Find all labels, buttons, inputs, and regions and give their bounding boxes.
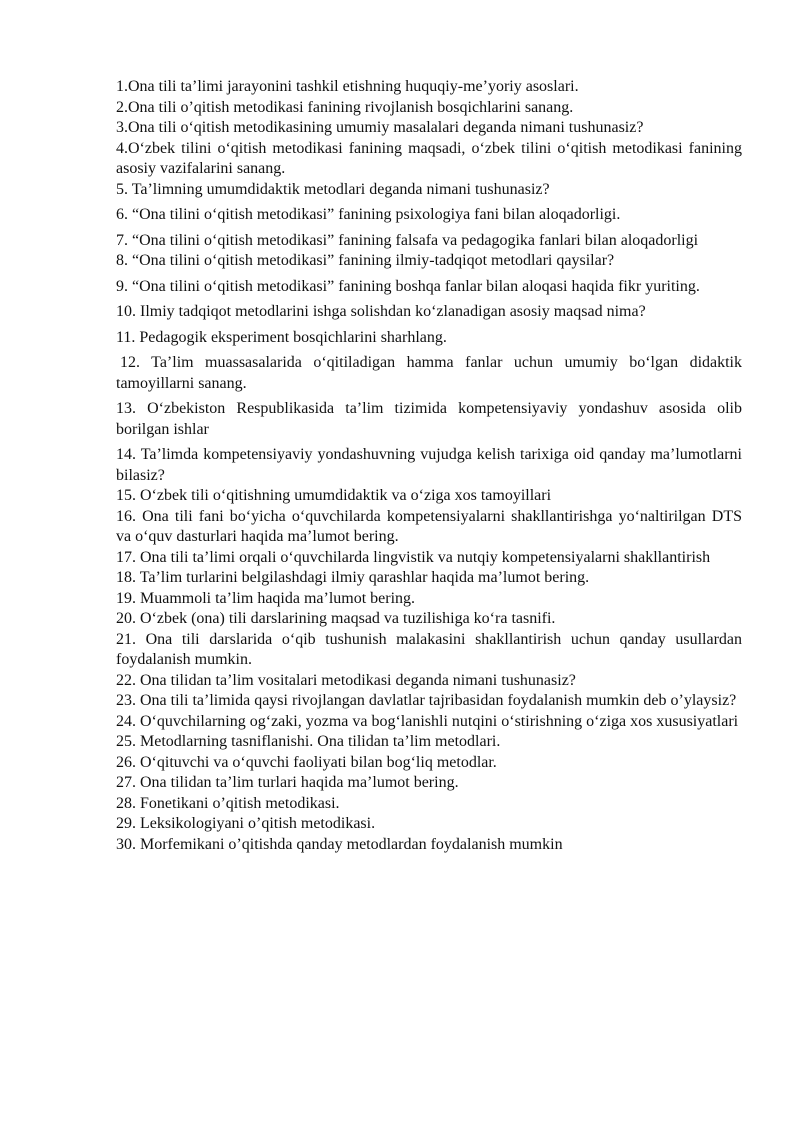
question-item: 28. Fonetikani o’qitish metodikasi. — [116, 794, 340, 812]
question-item: 7. “Ona tilini o‘qitish metodikasi” fanining falsafa va pedagogika fanlari bilan aloqadorligi — [116, 231, 699, 249]
question-item: 20. O‘zbek (ona) tili darslarining maqsad va tuzilishiga ko‘ra tasnifi. — [116, 610, 556, 627]
question-item: 3.Ona tili o‘qitish metodikasining umumiy masalalari deganda nimani tushunasiz? — [116, 119, 644, 136]
question-item: 11. Pedagogik eksperiment bosqichlarini sharhlang. — [116, 328, 447, 346]
question-item: 17. Ona tili ta’limi orqali o‘quvchilarda lingvistik va nutqiy kompetensiyalarni shakllantirish — [116, 548, 711, 566]
question-item: 30. Morfemikani o’qitishda qanday metodlardan foydalanish mumkin — [116, 835, 563, 853]
question-item: 4.O‘zbek tilini o‘qitish metodikasi fanining maqsadi, o‘zbek tilini o‘qitish metodikasi fanining asosiy vazifalarini sanang. — [116, 139, 742, 177]
question-item: 6. “Ona tilini o‘qitish metodikasi” fanining psixologiya fani bilan aloqadorligi. — [116, 206, 621, 223]
question-item: 12. Ta’lim muassasalarida o‘qitiladigan hamma fanlar uchun umumiy bo‘lgan didaktik tamoyillarni sanang. — [116, 354, 742, 392]
question-item: 1.Ona tili ta’limi jarayonini tashkil etishning huquqiy-me’yoriy asoslari. — [116, 78, 579, 95]
question-item: 15. O‘zbek tili o‘qitishning umumdidaktik va o‘ziga xos tamoyillari — [116, 487, 552, 504]
question-item: 14. Ta’limda kompetensiyaviy yondashuvning vujudga kelish tarixiga oid qanday ma’lumotlarni bilasiz? — [116, 446, 742, 484]
question-item: 23. Ona tili ta’limida qaysi rivojlangan davlatlar tajribasidan foydalanish mumkin deb o’ylaysiz? — [116, 692, 737, 709]
question-item: 18. Ta’lim turlarini belgilashdagi ilmiy qarashlar haqida ma’lumot bering. — [116, 569, 590, 586]
question-item: 9. “Ona tilini o‘qitish metodikasi” fanining boshqa fanlar bilan aloqasi haqida fikr yuriting. — [116, 277, 700, 295]
question-item: 10. Ilmiy tadqiqot metodlarini ishga solishdan ko‘zlanadigan asosiy maqsad nima? — [116, 303, 646, 320]
question-item: 21. Ona tili darslarida o‘qib tushunish malakasini shakllantirish uchun qanday usullardan foydalanish mumkin. — [116, 630, 742, 668]
question-item: 26. O‘qituvchi va o‘quvchi faoliyati bilan bog‘liq metodlar. — [116, 753, 497, 771]
question-item: 19. Muammoli ta’lim haqida ma’lumot bering. — [116, 589, 416, 607]
question-item: 5. Ta’limning umumdidaktik metodlari deganda nimani tushunasiz? — [116, 180, 550, 198]
question-list — [116, 77, 742, 855]
question-item: 29. Leksikologiyani o’qitish metodikasi. — [116, 815, 376, 832]
question-item: 27. Ona tilidan ta’lim turlari haqida ma’lumot bering. — [116, 774, 459, 791]
question-item: 16. Ona tili fani bo‘yicha o‘quvchilarda kompetensiyalarni shakllantirishga yo‘naltirilgan DTS va o‘quv dasturlari haqida ma’lumot bering. — [116, 507, 742, 545]
question-item: 25. Metodlarning tasniflanishi. Ona tilidan ta’lim metodlari. — [116, 733, 501, 750]
question-item: 22. Ona tilidan ta’lim vositalari metodikasi deganda nimani tushunasiz? — [116, 671, 576, 689]
question-item: 2.Ona tili o’qitish metodikasi fanining rivojlanish bosqichlarini sanang. — [116, 98, 574, 116]
question-item: 24. O‘quvchilarning og‘zaki, yozma va bog‘lanishli nutqini o‘stirishning o‘ziga xos xususiyatlari — [116, 712, 739, 730]
question-item: 8. “Ona tilini o‘qitish metodikasi” fanining ilmiy-tadqiqot metodlari qaysilar? — [116, 252, 615, 269]
question-item: 13. O‘zbekiston Respublikasida ta’lim tizimida kompetensiyaviy yondashuv asosida olib borilgan ishlar — [116, 400, 742, 438]
